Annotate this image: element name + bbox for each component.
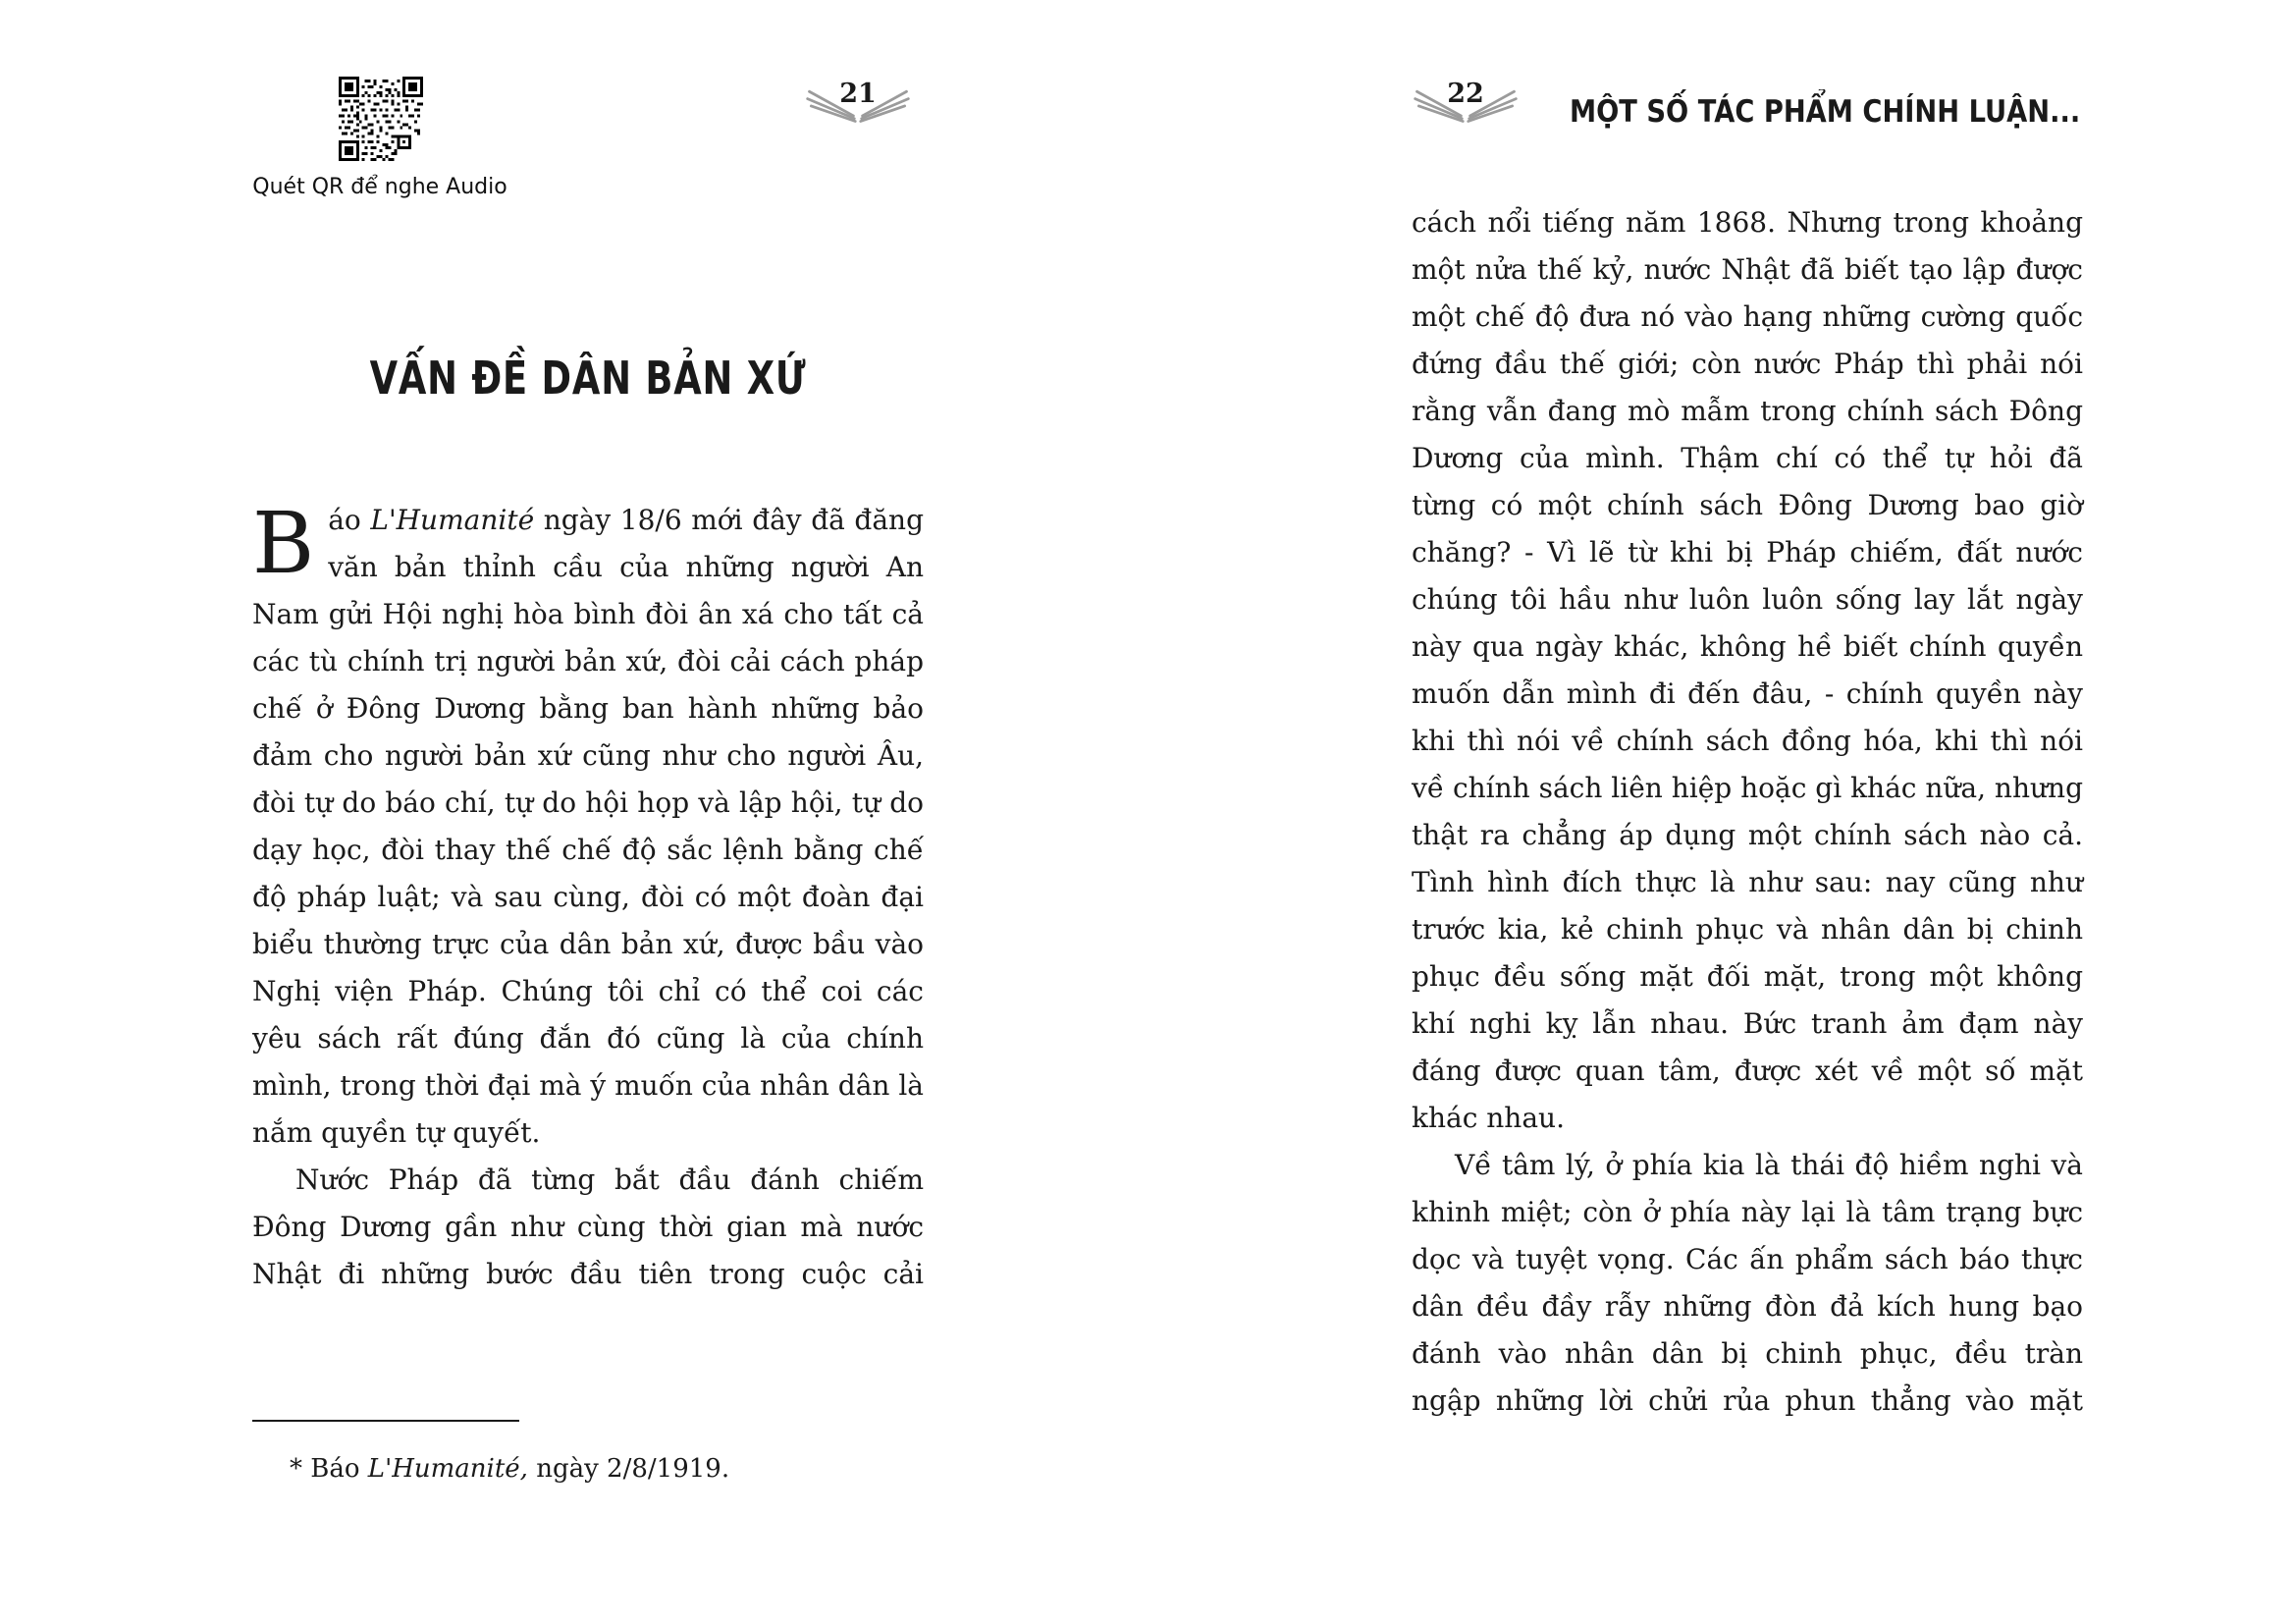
page-title: VẤN ĐỀ DÂN BẢN XỨ — [369, 352, 807, 405]
qr-code-image — [339, 77, 423, 161]
footnote-rule — [252, 1420, 519, 1422]
running-header: MỘT SỐ TÁC PHẨM CHÍNH LUẬN... — [1569, 94, 2080, 130]
drop-cap: B — [252, 495, 315, 593]
body-paragraph-2: Nước Pháp đã từng bắt đầu đánh chiếm Đông Dương gần như cùng thời gian mà nước Nhật đi những bước đầu tiên trong cuộc cải — [252, 1164, 924, 1290]
body-paragraph-1: Báo L'Humanité ngày 18/6 mới đây đã đăng văn bản thỉnh cầu của những người An Nam gửi Hội nghị hòa bình đòi ân xá cho tất cả các tù chính trị người bản xứ, đòi cải cách pháp chế ở Đông Dương bằng ban hành những bảo đảm cho người bản xứ cũng như cho người Âu, đòi tự do báo chí, tự do hội họp và lập hội, tự do dạy học, đòi thay thế chế độ sắc lệnh bằng chế độ pháp luật; và sau cùng, đòi có một đoàn đại biểu thường trực của dân bản xứ, được bầu vào Nghị viện Pháp. Chúng tôi chỉ có thể coi các yêu sách rất đúng đắn đó cũng là của chính mình, trong thời đại mà ý muốn của nhân dân là nắm quyền tự quyết. — [252, 495, 924, 1149]
page-number-right: 22 — [1447, 79, 1484, 109]
italic-journal-name: L'Humanité, — [367, 1454, 528, 1484]
qr-caption: Quét QR để nghe Audio — [252, 175, 507, 199]
page-header-ornament-right — [1412, 79, 1520, 124]
body-paragraph-3: cách nổi tiếng năm 1868. Nhưng trong khoảng một nửa thế kỷ, nước Nhật đã biết tạo lập được một chế độ đưa nó vào hạng những cường quốc đứng đầu thế giới; còn nước Pháp thì phải nói rằng vẫn đang mò mẫm trong chính sách Đông Dương của mình. Thậm chí có thể tự hỏi đã từng có một chính sách Đông Dương bao giờ chăng? - Vì lẽ từ khi bị Pháp chiếm, đất nước chúng tôi hầu như luôn luôn sống lay lắt ngày này qua ngày khác, không hề biết chính quyền muốn dẫn mình đi đến đâu, - chính quyền này khi thì nói về chính sách đồng hóa, khi thì nói về chính sách liên hiệp hoặc gì khác nữa, nhưng thật ra chẳng áp dụng một chính sách nào cả. Tình hình đích thực là như sau: nay cũng như trước kia, kẻ chinh phục và nhân dân bị chinh phục đều sống mặt đối mặt, trong một không khí nghi kỵ lẫn nhau. Bức tranh ảm đạm này đáng được quan tâm, được xét về một số mặt khác nhau. — [1412, 206, 2083, 1134]
left-text-column — [252, 497, 924, 1298]
page-number-left: 21 — [839, 79, 877, 109]
page-header-ornament-left — [804, 79, 912, 124]
italic-journal-name: L'Humanité — [370, 504, 535, 536]
footnote: * Báo L'Humanité, ngày 2/8/1919. — [290, 1454, 730, 1484]
right-text-column — [1412, 199, 2083, 1425]
body-paragraph-4: Về tâm lý, ở phía kia là thái độ hiềm nghi và khinh miệt; còn ở phía này lại là tâm trạng bực dọc và tuyệt vọng. Các ấn phẩm sách báo thực dân đều đầy rẫy những đòn đả kích hung bạo đánh vào nhân dân bị chinh phục, đều tràn ngập những lời chửi rủa phun thẳng vào mặt — [1412, 1149, 2083, 1417]
